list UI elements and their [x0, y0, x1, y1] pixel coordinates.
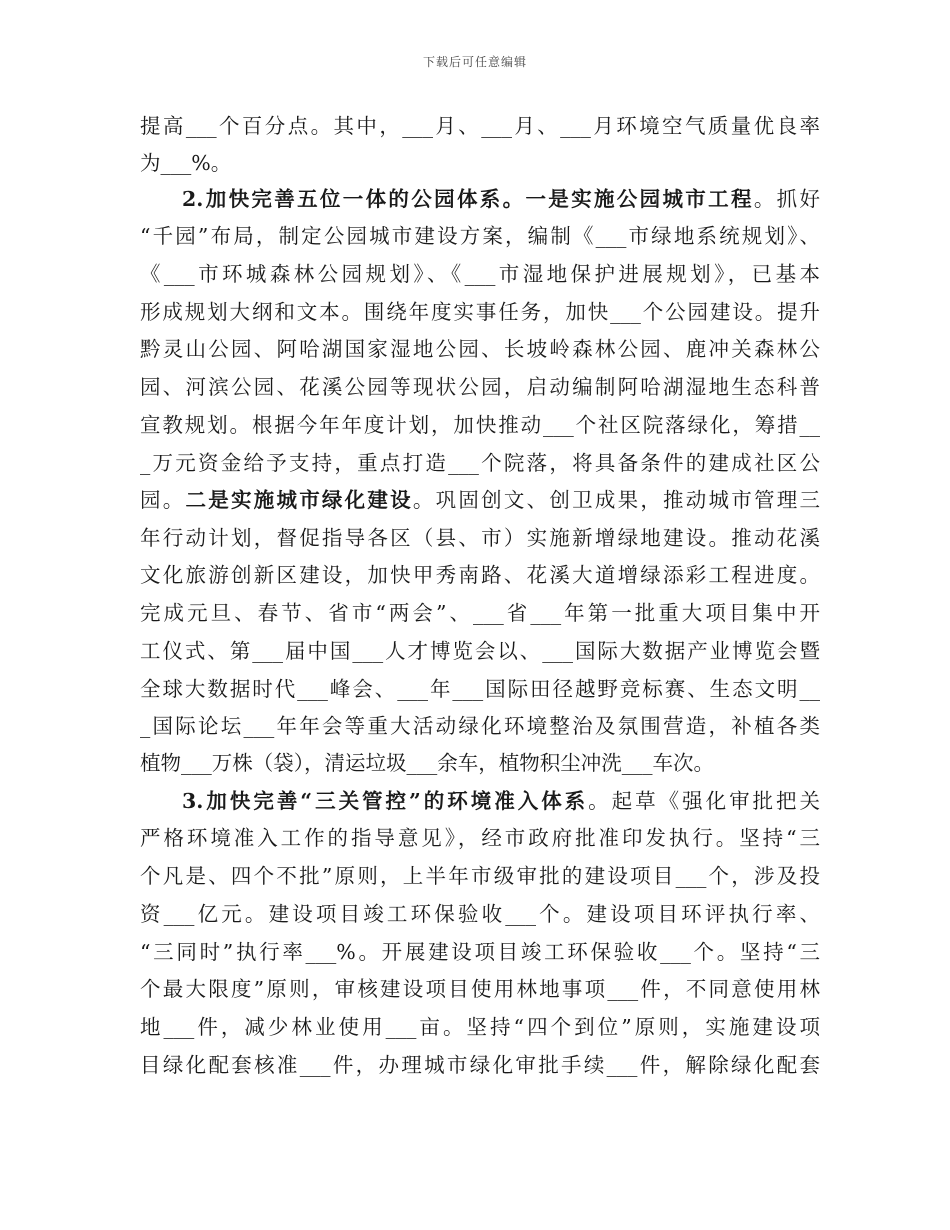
- text-line: 年行动计划，督促指导各区（县、市）实施新增绿地建设。推动花溪: [140, 526, 820, 550]
- text-line: 黔灵山公园、阿哈湖国家湿地公园、长坡岭森林公园、鹿冲关森林公: [140, 337, 820, 361]
- paragraph-heading-line: 3.加快完善“三关管控”的环境准入体系。起草《强化审批把关: [182, 789, 820, 813]
- text-line: 文化旅游创新区建设，加快甲秀南路、花溪大道增绿添彩工程进度。: [140, 563, 820, 587]
- text-line: 宣教规划。根据今年年度计划，加快推动___个社区院落绿化，筹措__: [140, 413, 820, 437]
- text-line: 为___%。: [140, 151, 232, 175]
- text-line: 园。二是实施城市绿化建设。巩固创文、创卫成果，推动城市管理三: [140, 488, 820, 512]
- text-line: “三同时”执行率___%。开展建设项目竣工环保验收___个。坚持“三: [140, 940, 820, 964]
- text-line: 工仪式、第___届中国___人才博览会以、___国际大数据产业博览会暨: [140, 639, 820, 663]
- text-line: 目绿化配套核准___件，办理城市绿化审批手续___件，解除绿化配套: [140, 1053, 820, 1077]
- text-line: 地___件，减少林业使用___亩。坚持“四个到位”原则，实施建设项: [140, 1015, 820, 1039]
- text-line: 园、河滨公园、花溪公园等现状公园，启动编制阿哈湖湿地生态科普: [140, 375, 820, 399]
- text-line: 全球大数据时代___峰会、___年___国际田径越野竞标赛、生态文明__: [140, 677, 820, 701]
- text-line: _国际论坛___年年会等重大活动绿化环境整治及氛围营造，补植各类: [140, 714, 820, 738]
- page-header: 下载后可任意编辑: [422, 55, 527, 69]
- text-line: 完成元旦、春节、省市“两会”、___省___年第一批重大项目集中开: [140, 601, 820, 625]
- text-line: “千园”布局，制定公园城市建设方案，编制《___市绿地系统规划》、: [140, 224, 820, 248]
- text-line: 《___市环城森林公园规划》、《___市湿地保护进展规划》，已基本: [140, 262, 820, 286]
- text-line: 植物___万株（袋），清运垃圾___余车，植物积尘冲洗___车次。: [140, 751, 714, 775]
- text-line: 资___亿元。建设项目竣工环保验收___个。建设项目环评执行率、: [140, 902, 820, 926]
- text-line: 严格环境准入工作的指导意见》，经市政府批准印发执行。坚持“三: [140, 826, 820, 850]
- text-line: _万元资金给予支持，重点打造___个院落，将具备条件的建成社区公: [140, 451, 820, 475]
- text-line: 形成规划大纲和文本。围绕年度实事任务，加快___个公园建设。提升: [140, 300, 820, 324]
- text-line: 个最大限度”原则，审核建设项目使用林地事项___件，不同意使用林: [140, 977, 820, 1001]
- paragraph-heading-line: 2.加快完善五位一体的公园体系。一是实施公园城市工程。抓好: [182, 187, 820, 211]
- text-line: 个凡是、四个不批”原则，上半年市级审批的建设项目___个，涉及投: [140, 864, 820, 888]
- text-line: 提高___个百分点。其中，___月、___月、___月环境空气质量优良率: [140, 114, 820, 138]
